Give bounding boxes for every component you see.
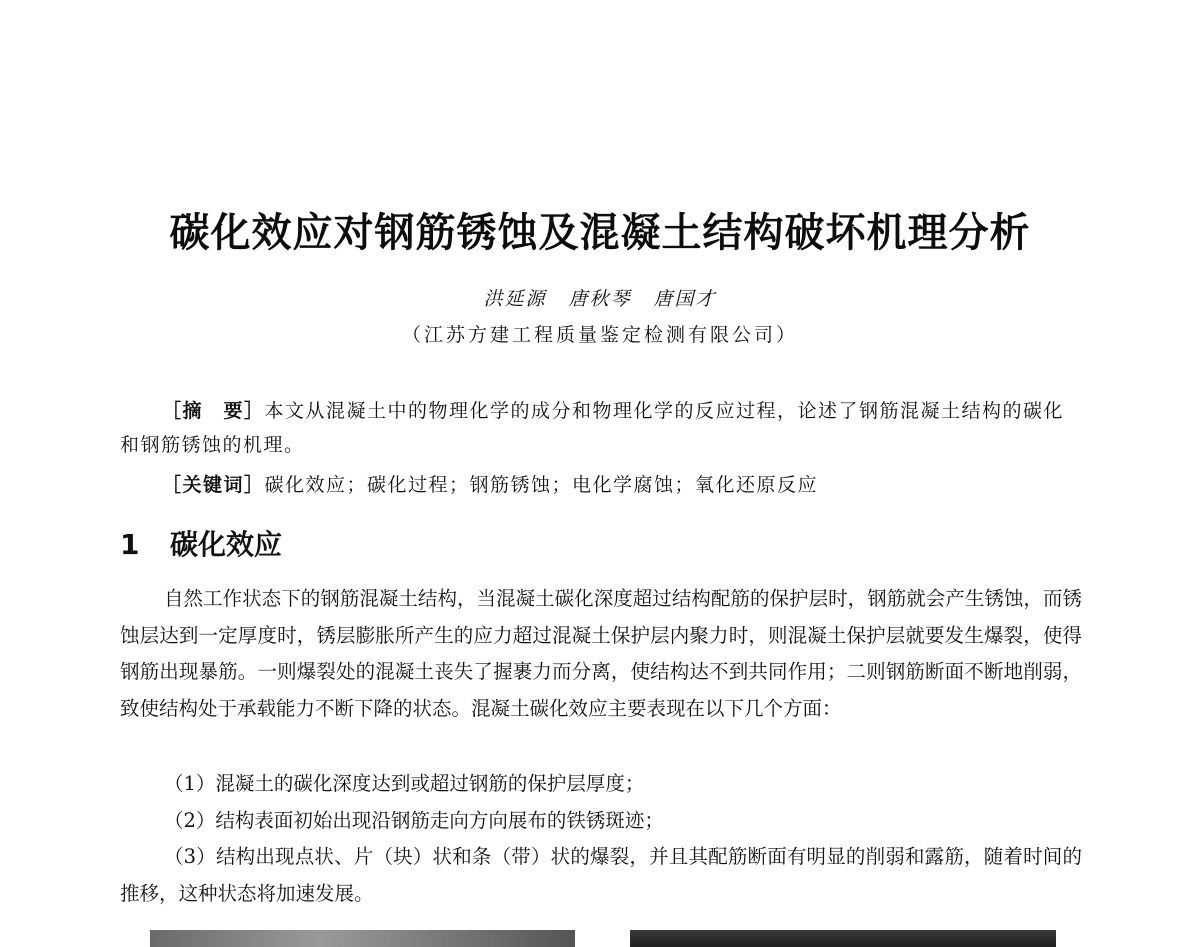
list-item: （2）结构表面初始出现沿钢筋走向方向展布的铁锈斑迹；: [164, 808, 664, 832]
list-item: （1）混凝土的碳化深度达到或超过钢筋的保护层厚度；: [164, 772, 645, 795]
figure-photo-left: [150, 930, 575, 947]
keywords-text: 碳化效应；碳化过程；钢筋锈蚀；电化学腐蚀；氧化还原反应: [264, 474, 819, 496]
abstract: [120, 394, 1082, 462]
author-list: 洪延源 唐秋琴 唐国才: [483, 288, 717, 310]
keywords: [162, 470, 1082, 500]
abstract-label: ［摘 要］: [162, 400, 265, 422]
abstract-text: 本文从混凝土中的物理化学的成分和物理化学的反应过程，论述了钢筋混凝土结构的碳化和钢筋锈蚀的机理。: [120, 400, 1065, 456]
author-affiliation: （江苏方建工程质量鉴定检测有限公司）: [401, 324, 798, 346]
keywords-label: ［关键词］: [162, 474, 265, 496]
paper-title: 碳化效应对钢筋锈蚀及混凝土结构破坏机理分析: [169, 210, 1031, 256]
effects-list: [120, 766, 1082, 912]
list-item: （3）结构出现点状、片（块）状和条（带）状的爆裂，并且其配筋断面有明显的削弱和露筋，随着时间的推移，这种状态将加速发展。: [120, 845, 1082, 905]
section-heading: [120, 524, 282, 566]
section-number: 1: [120, 528, 140, 561]
figure-photo-right: [630, 930, 1056, 947]
section-title: 碳化效应: [170, 528, 283, 561]
body-paragraph: 自然工作状态下的钢筋混凝土结构，当混凝土碳化深度超过结构配筋的保护层时，钢筋就会产生锈蚀，而锈蚀层达到一定厚度时，锈层膨胀所产生的应力超过混凝土保护层内聚力时，则混凝土保护层就要发生爆裂，使得钢筋出现暴筋。一则爆裂处的混凝土丧失了握裹力而分离，使结构达不到共同作用；二则钢筋断面不断地削弱，致使结构处于承载能力不断下降的状态。混凝土碳化效应主要表现在以下几个方面：: [120, 587, 1082, 720]
